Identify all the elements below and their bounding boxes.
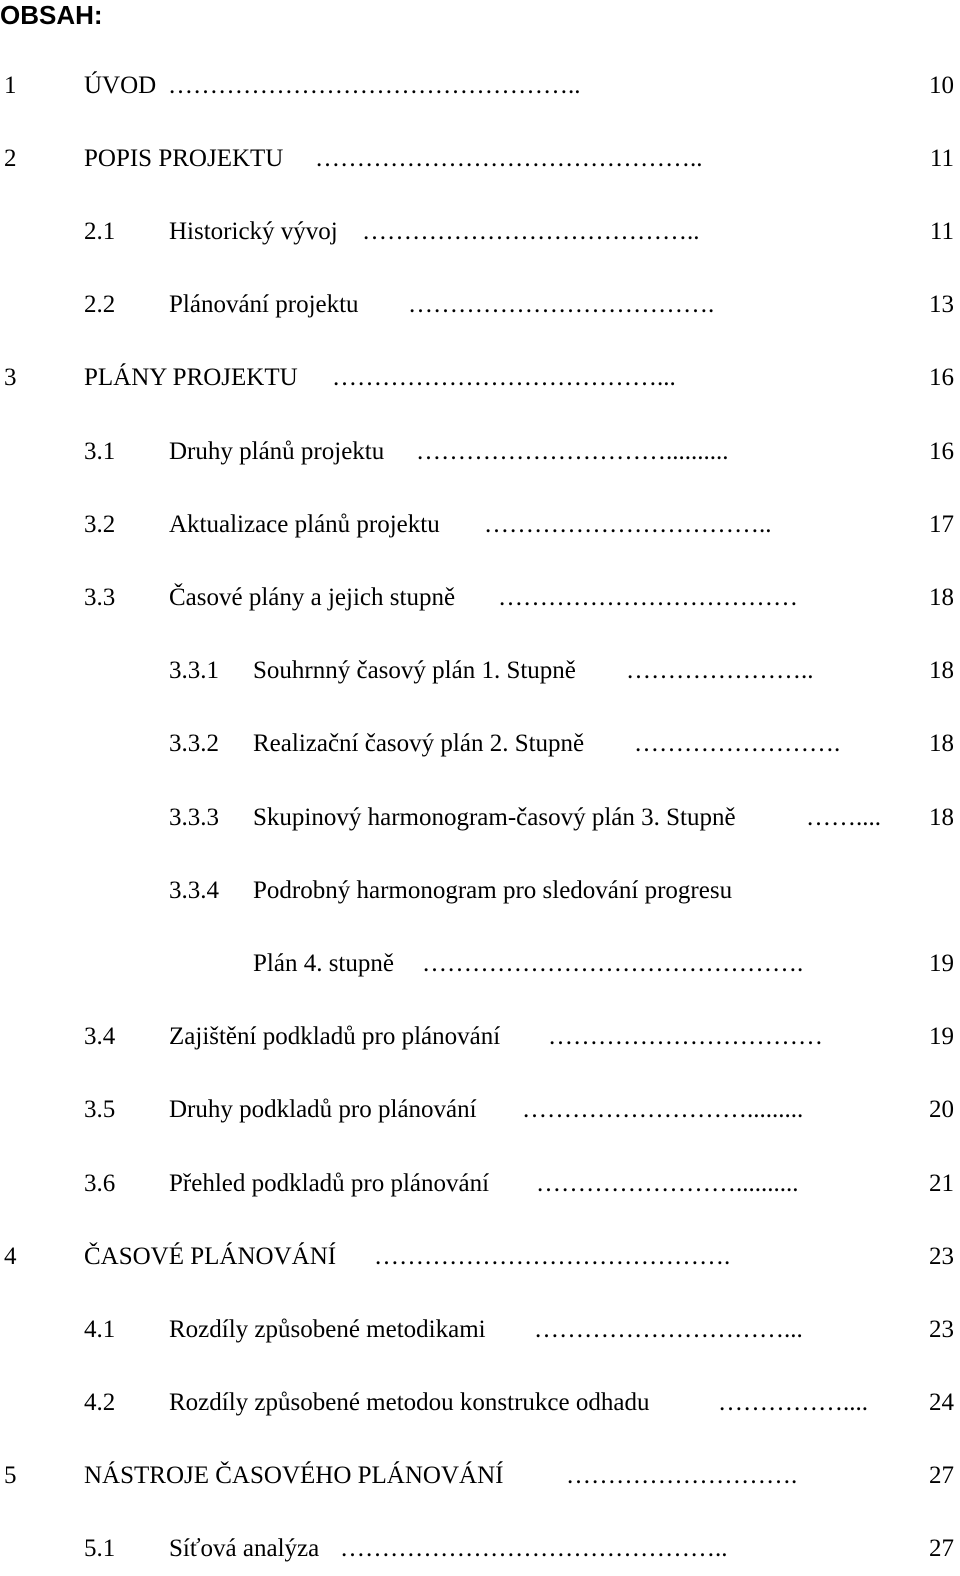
toc-entry-number: 2.1 [84,218,116,245]
toc-entry[interactable] [0,432,960,472]
toc-entry-number: 3.3.1 [169,657,219,684]
toc-entry-leader: …………………………….. [484,511,772,538]
toc-entry-leader: ………………………………….. [362,218,700,245]
toc-entry-page: 27 [927,1529,954,1569]
toc-entry-page: 16 [927,432,954,472]
toc-entry-title: Zajištění podkladů pro plánování [169,1023,501,1050]
toc-entry-title: Druhy plánů projektu [169,438,385,465]
toc-entry-leader: …….... [806,804,881,831]
toc-entry-title: Souhrnný časový plán 1. Stupně [253,657,576,684]
toc-entry-number: 3.3.4 [169,877,219,904]
toc-entry-title: Realizační časový plán 2. Stupně [253,730,585,757]
toc-entry-leader: ………………………………………. [422,950,804,977]
toc-entry-number: 2.2 [84,291,116,318]
toc-entry[interactable] [0,724,960,764]
toc-entry-number: 3.2 [84,511,116,538]
toc-entry-title: Síťová analýza [169,1535,320,1562]
toc-entry-title: ČASOVÉ PLÁNOVÁNÍ [84,1243,337,1270]
toc-entry[interactable] [0,871,960,911]
toc-entry-number: 5 [4,1462,17,1489]
toc-entry-title: Rozdíly způsobené metodikami [169,1316,486,1343]
toc-entry-title: POPIS PROJEKTU [84,145,284,172]
toc-entry-leader: ………………….. [626,657,814,684]
toc-entry-title: Aktualizace plánů projektu [169,511,440,538]
toc-entry-number: 5.1 [84,1535,116,1562]
toc-entry-page: 18 [927,651,954,691]
toc-entry-page: 18 [927,724,954,764]
toc-entry-page: 10 [927,66,954,106]
toc-entry[interactable] [0,358,960,398]
toc-entry-title: PLÁNY PROJEKTU [84,364,298,391]
toc-entry-page: 23 [927,1237,954,1277]
toc-entry-number: 3.6 [84,1170,116,1197]
toc-entry[interactable] [0,505,960,545]
toc-entry-leader: …………………………………... [332,364,676,391]
toc-entry-title: Rozdíly způsobené metodou konstrukce odhadu [169,1389,650,1416]
toc-entry[interactable] [0,1456,960,1496]
toc-entry-page: 11 [928,212,954,252]
toc-entry[interactable] [0,578,960,618]
toc-entry-leader: ……………………………………. [374,1243,731,1270]
toc-entry-page: 16 [927,358,954,398]
toc-entry-number: 3.4 [84,1023,116,1050]
toc-entry-leader: ………………………………. [408,291,715,318]
toc-entry-number: 4.1 [84,1316,116,1343]
toc-entry[interactable] [0,1090,960,1130]
toc-entry[interactable] [0,1529,960,1569]
toc-entry-page: 20 [927,1090,954,1130]
toc-entry-number: 3.3 [84,584,116,611]
toc-entry-title: NÁSTROJE ČASOVÉHO PLÁNOVÁNÍ [84,1462,504,1489]
toc-entry-number: 4 [4,1243,17,1270]
toc-entry-title: Historický vývoj [169,218,338,245]
toc-entry-leader: ………………………………………….. [168,72,581,99]
toc-entry[interactable] [0,139,960,179]
toc-entry-leader: ……………………. [634,730,841,757]
toc-entry-number: 1 [4,72,17,99]
toc-entry-leader: …………………………… [548,1023,823,1050]
toc-entry-title: Přehled podkladů pro plánování [169,1170,490,1197]
toc-entry-page: 23 [927,1310,954,1350]
toc-entry-title: Časové plány a jejich stupně [169,584,456,611]
toc-entry[interactable] [0,1164,960,1204]
toc-entry-title: Plán 4. stupně [253,950,394,977]
toc-entry-leader: …………….... [718,1389,868,1416]
toc-entry[interactable] [0,212,960,252]
toc-entry-page: 21 [927,1164,954,1204]
toc-entry[interactable] [0,944,960,984]
toc-entry-page: 13 [927,285,954,325]
toc-entry-leader: …………………………... [534,1316,803,1343]
toc-entry-number: 3.3.2 [169,730,219,757]
toc-entry[interactable] [0,798,960,838]
toc-entry-title: ÚVOD [84,72,157,99]
toc-entry-leader: ………………………. [566,1462,798,1489]
toc-entry[interactable] [0,1383,960,1423]
toc-heading: OBSAH: [0,0,103,30]
toc-entry-number: 2 [4,145,17,172]
toc-entry-page: 18 [927,798,954,838]
toc-entry-leader: …………………….......... [536,1170,799,1197]
toc-entry-leader: ……………………………… [498,584,798,611]
toc-entry[interactable] [0,651,960,691]
toc-entry-leader: ……………………………………….. [340,1535,728,1562]
toc-entry-page: 19 [927,1017,954,1057]
toc-entry-page: 17 [927,505,954,545]
toc-entry-page: 27 [927,1456,954,1496]
toc-entry-title: Plánování projektu [169,291,359,318]
toc-entry-number: 3 [4,364,17,391]
toc-entry[interactable] [0,1237,960,1277]
toc-entry-leader: ……………………………………….. [315,145,703,172]
toc-entry-number: 4.2 [84,1389,116,1416]
toc-entry-title: Skupinový harmonogram-časový plán 3. Stupně [253,804,736,831]
toc-entry[interactable] [0,1017,960,1057]
toc-entry-page: 19 [927,944,954,984]
toc-entry-page: 18 [927,578,954,618]
toc-entry-number: 3.1 [84,438,116,465]
toc-entry-number: 3.3.3 [169,804,219,831]
toc-entry-leader: ………………………….......... [416,438,729,465]
toc-entry-title: Podrobný harmonogram pro sledování progresu [253,877,733,904]
toc-entry-leader: ………………………......... [522,1096,804,1123]
toc-entry[interactable] [0,285,960,325]
toc-entry-page: 11 [928,139,954,179]
toc-entry-page: 24 [927,1383,954,1423]
toc-entry[interactable] [0,1310,960,1350]
toc-entry-number: 3.5 [84,1096,116,1123]
toc-entry[interactable] [0,66,960,106]
toc-entry-title: Druhy podkladů pro plánování [169,1096,477,1123]
